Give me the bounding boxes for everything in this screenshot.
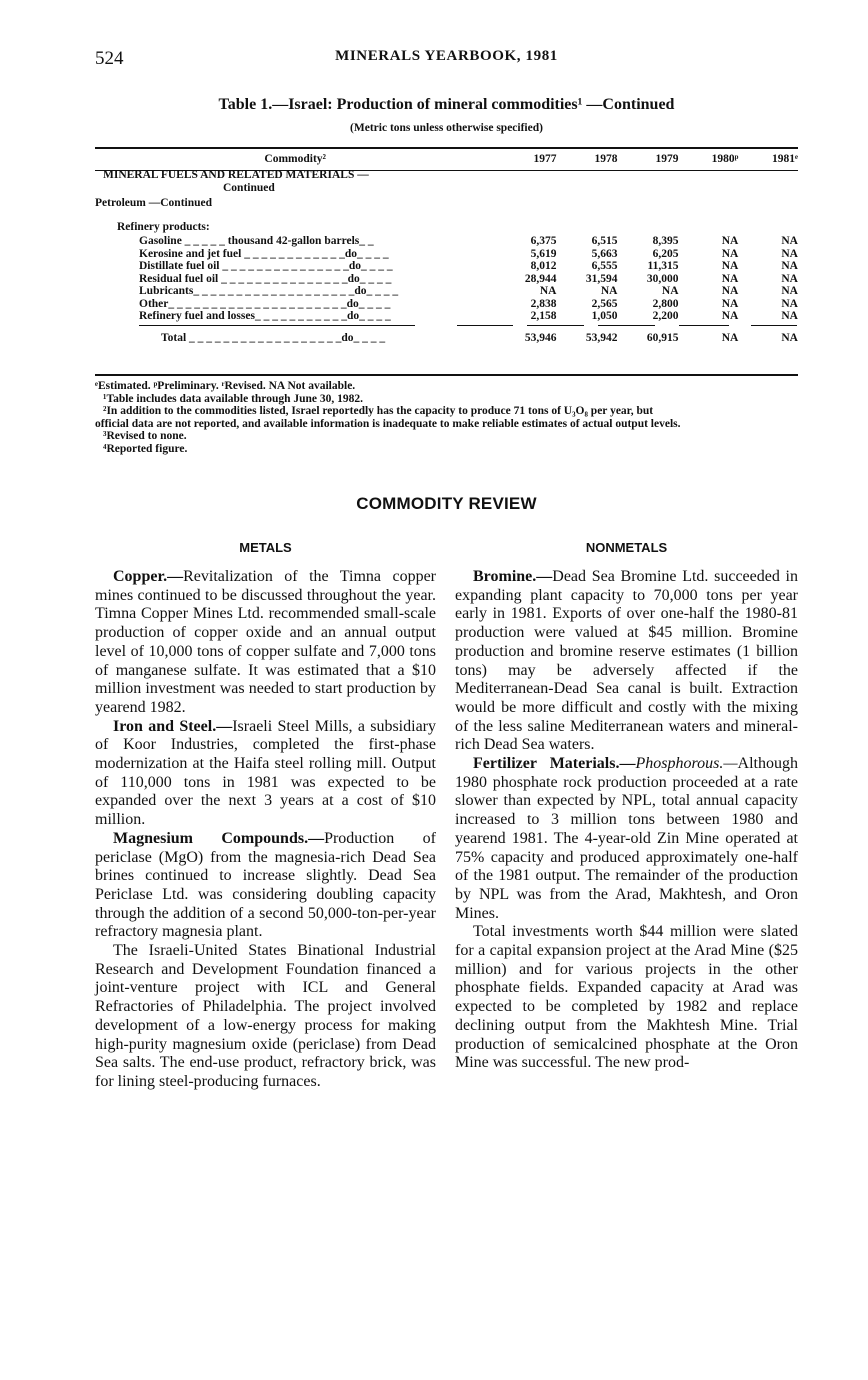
row-value-1980: NA [721, 272, 739, 285]
metals-heading: METALS [239, 540, 292, 555]
table-bottom-rule [95, 374, 798, 376]
page-number: 524 [95, 48, 124, 69]
row-label: Gasoline _ _ _ _ _ thousand 42-gallon barrels_ _ [139, 235, 374, 247]
row-value-1978: 5,663 [591, 247, 618, 260]
row-value-1977: 8,012 [530, 260, 557, 272]
running-head: MINERALS YEARBOOK, 1981 [335, 48, 558, 64]
metals-column [95, 568, 436, 1092]
text-binational: The Israeli-United States Binational Industrial Research and Development Foundation financed a joint-venture project with ICL and General Refractories of Philadelphia. The project involved development of a low-energy process for making high-purity magnesium oxide (periclase) from Dead Sea salts. The end-use product, refractory brick, was for lining steel-producing furnaces. [95, 942, 436, 1090]
column-header-1981: 1981ᵉ [772, 153, 798, 165]
row-value-1981: NA [781, 235, 798, 247]
row-value-1979: 2,200 [652, 310, 679, 322]
footnote-4: ⁴Reported figure. [103, 442, 188, 455]
row-value-1979: 30,000 [646, 272, 679, 285]
column-header-1977: 1977 [533, 153, 557, 165]
table-row [95, 233, 798, 248]
paragraph-copper [95, 568, 436, 718]
row-value-1981: NA [781, 297, 798, 310]
text-bromine: Dead Sea Bromine Ltd. succeeded in expanding plant capacity to 70,000 tons per year early in 1981. Exports of over one-half the 1980-81 production were valued at $45 million. Bromine production and bromine reserve estimates (1 billion tons) may be adversely affected if the Mediterranean-Dead Sea canal is built. Extraction would be more difficult and costly with the mixing of the less saline Mediterranean waters and mineral-rich Dead Sea waters. [455, 568, 798, 754]
section-continued-label: Continued [223, 181, 275, 194]
section-label: MINERAL FUELS AND RELATED MATERIALS — [103, 169, 369, 181]
run-in-fertilizer: Fertilizer Materials.— [473, 755, 636, 773]
table-header-row [95, 150, 798, 169]
row-value-1978: 6,515 [591, 235, 618, 247]
subtotal-rule-row [95, 325, 798, 326]
run-in-bromine: Bromine.— [473, 568, 553, 585]
group-row [95, 210, 798, 234]
footnote-1: ¹Table includes data available through June 30, 1982. [103, 392, 364, 405]
table-title: Table 1.—Israel: Production of mineral commodities¹ —Continued [218, 96, 675, 113]
total-label: Total _ _ _ _ _ _ _ _ _ _ _ _ _ _ _ _ _ _do_ _ _ _ [161, 331, 386, 344]
subtotal-rule [679, 325, 729, 326]
run-in-phosphorous: Phosphorous.— [635, 755, 738, 773]
text-copper: Revitalization of the Timna copper mines continued to be discussed throughout the year. Timna Copper Mines Ltd. recommended small-scale production of copper oxide and an annual output level of 10,000 tons of copper sulfate and 7,000 tons of manganese sulfate. It was estimated that a $10 million investment was needed to start production by yearend 1982. [95, 568, 436, 716]
row-value-1977: NA [539, 285, 557, 297]
table-row [95, 298, 798, 311]
nonmetals-heading: NONMETALS [585, 540, 668, 555]
total-1977: 53,946 [524, 331, 557, 344]
row-value-1981: NA [781, 260, 798, 272]
footnote-2-continued: official data are not reported, and available information is inadequate to make reliable estimates of actual output levels. [95, 417, 681, 430]
row-value-1977: 5,619 [530, 247, 557, 260]
paragraph-magnesium [95, 830, 436, 942]
row-value-1980: NA [721, 285, 739, 297]
row-value-1979: NA [661, 285, 679, 297]
row-value-1981: NA [781, 310, 798, 322]
row-label: Lubricants_ _ _ _ _ _ _ _ _ _ _ _ _ _ _ _ _ _ _do_ _ _ _ [139, 285, 399, 297]
paragraph-iron-steel [95, 718, 436, 830]
table-row [95, 248, 798, 261]
row-value-1977: 6,375 [530, 235, 557, 247]
total-1979: 60,915 [646, 331, 679, 344]
column-header-1978: 1978 [594, 153, 618, 165]
text-magnesium: Production of periclase (MgO) from the magnesia-rich Dead Sea brines continued to increase slightly. Dead Sea Periclase Ltd. was considering doubling capacity through the addition of a second 50,000-ton-per-year refractory magnesia plant. [95, 829, 436, 941]
row-value-1980: NA [721, 235, 739, 247]
text-investments: Total investments worth $44 million were slated for a capital expansion project at the Arad Mine ($25 million) and for various projects in the other phosphate fields. Expanded capacity at Arad was expected to be completed by 1982 and replace declining output from the Makhtesh Mine. Trial production of semicalcined phosphate at the Oron Mine was successful. The new prod- [455, 923, 798, 1072]
table-row [95, 260, 798, 273]
row-value-1979: 8,395 [652, 235, 679, 247]
total-1978: 53,942 [585, 331, 618, 344]
row-value-1980: NA [721, 310, 739, 322]
run-in-iron-steel: Iron and Steel.— [113, 717, 233, 735]
subsection-row [95, 194, 798, 210]
paragraph-investments [455, 923, 798, 1073]
table-top-rule [95, 147, 798, 149]
section-continued-row [95, 182, 798, 195]
row-value-1977: 28,944 [524, 272, 557, 285]
row-label: Other_ _ _ _ _ _ _ _ _ _ _ _ _ _ _ _ _ _ _ _ _do_ _ _ _ [139, 297, 391, 310]
row-value-1978: 31,594 [585, 272, 618, 285]
row-value-1980: NA [721, 260, 739, 272]
row-label: Kerosine and jet fuel _ _ _ _ _ _ _ _ _ _ _ _do_ _ _ _ [139, 247, 389, 260]
row-label: Residual fuel oil _ _ _ _ _ _ _ _ _ _ _ _ _ _ _do_ _ _ _ [139, 272, 392, 285]
paragraph-binational [95, 942, 436, 1092]
row-value-1978: 6,555 [591, 260, 618, 272]
run-in-copper: Copper.— [113, 568, 184, 585]
row-label: Refinery fuel and losses_ _ _ _ _ _ _ _ _ _ _do_ _ _ _ [139, 310, 391, 322]
subtotal-rule [139, 325, 415, 326]
table-footnotes [95, 380, 805, 456]
row-value-1981: NA [781, 247, 798, 260]
total-row [95, 326, 798, 345]
row-value-1979: 2,800 [652, 297, 679, 310]
footnote-legend: ᵉEstimated. ᵖPreliminary. ʳRevised. NA Not available. [95, 380, 356, 392]
row-value-1981: NA [781, 285, 798, 297]
paragraph-fertilizer [455, 755, 798, 923]
run-in-magnesium: Magnesium Compounds.— [113, 829, 325, 847]
subsection-label: Petroleum —Continued [95, 197, 213, 209]
page-header [95, 48, 798, 72]
text-iron-steel: Israeli Steel Mills, a subsidiary of Koor Industries, completed the first-phase modernization at the Haifa steel rolling mill. Output of 110,000 tons in 1981 was expected to be expanded over the next 3 years at a cost of $10 million. [95, 717, 437, 829]
paragraph-bromine [455, 568, 798, 755]
total-1980: NA [721, 331, 739, 344]
footnote-3: ³Revised to none. [103, 430, 187, 443]
nonmetals-column [455, 568, 798, 1073]
footnote-2: ²In addition to the commodities listed, Israel reportedly has the capacity to produce 71 tons of U₃O₈ per year, but [103, 405, 654, 418]
table-row [95, 310, 798, 323]
row-value-1980: NA [721, 247, 739, 260]
row-value-1979: 6,205 [652, 247, 679, 260]
subtotal-rule [527, 325, 584, 326]
row-value-1978: 1,050 [591, 310, 618, 322]
row-value-1978: 2,565 [591, 297, 618, 310]
table-subtitle: (Metric tons unless otherwise specified) [350, 122, 543, 134]
group-label: Refinery products: [117, 220, 210, 233]
column-header-1979: 1979 [655, 153, 679, 165]
subtotal-rule [598, 325, 655, 326]
total-1981: NA [781, 331, 798, 344]
row-value-1981: NA [781, 272, 798, 285]
table-row [95, 273, 798, 286]
row-value-1978: NA [600, 285, 618, 297]
commodity-table [95, 150, 798, 344]
column-header-commodity: Commodity² [264, 153, 326, 165]
subtotal-rule [751, 325, 797, 326]
table-row [95, 285, 798, 298]
row-value-1979: 11,315 [647, 260, 679, 272]
text-fertilizer: Although 1980 phosphate rock production proceeded at a rate slower than expected by NPL, total annual capacity increased to 3 million tons between 1980 and yearend 1981. The 4-year-old Zin Mine operated at 75% capacity and produced approximately one-half of the 1981 output. The remainder of the production by NPL was from the Arad, Makhtesh, and Oron Mines. [455, 755, 798, 922]
commodity-review-heading: COMMODITY REVIEW [356, 494, 537, 513]
column-header-1980: 1980ᵖ [711, 153, 739, 165]
subtotal-rule [457, 325, 513, 326]
row-value-1977: 2,158 [530, 310, 557, 322]
section-row [95, 169, 798, 182]
row-label: Distillate fuel oil _ _ _ _ _ _ _ _ _ _ _ _ _ _ _do_ _ _ _ [139, 260, 393, 272]
row-value-1977: 2,838 [530, 297, 557, 310]
row-value-1980: NA [721, 297, 739, 310]
